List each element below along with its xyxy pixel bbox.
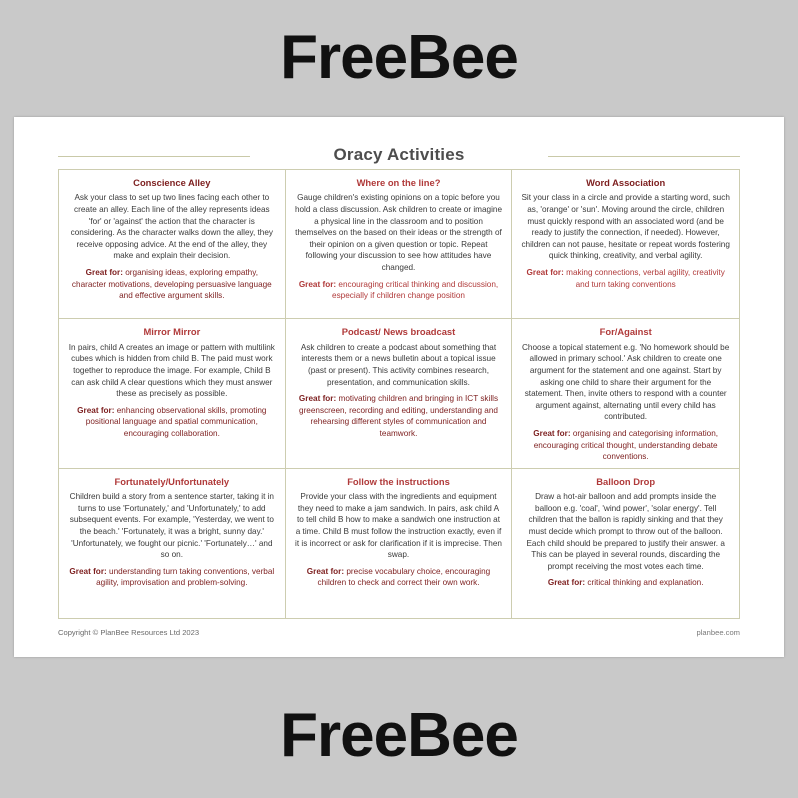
activity-cell (286, 170, 513, 319)
great-for-text: organising and categorising information, encouraging critical thought, understanding debate conventions. (533, 429, 719, 462)
worksheet-content (58, 145, 740, 627)
watermark-bottom: FreeBee (280, 701, 518, 770)
activity-cell (59, 170, 286, 319)
great-for-text: organising ideas, exploring empathy, character motivations, developing persuasive language and effective argument skills. (71, 268, 272, 301)
activity-body (295, 342, 503, 440)
activity-great-for (295, 279, 503, 302)
activity-body (521, 342, 730, 463)
activity-cell (512, 319, 739, 468)
title-rule-right (548, 156, 740, 157)
activity-body (295, 192, 503, 302)
activity-cell (59, 319, 286, 468)
great-for-label: Great for: (533, 429, 571, 439)
page-title: Oracy Activities (333, 145, 465, 164)
copyright-text: Copyright © PlanBee Resources Ltd 2023 (58, 628, 200, 637)
activity-description: Sit your class in a circle and provide a starting word, such as, 'orange' or 'sun'. Moving around the circle, children must quickly respond with an associated word (and be ready to justify the connection, if needed). However, children can not pause, hesitate or repeat words fostering quick thinking, creativity, and verbal agility. (521, 193, 730, 261)
great-for-text: precise vocabulary choice, encouraging children to check and correct their own work. (317, 566, 491, 588)
great-for-label: Great for: (77, 405, 115, 415)
activities-grid (58, 169, 740, 619)
great-for-label: Great for: (69, 566, 107, 576)
activity-description: Gauge children's existing opinions on a topic before you hold a class discussion. Ask children to create or imagine a physical line in the classroom and to position themselves on the based on their ideas or the strength of their opinion on a given question or topic. Repeat following your discussion to see how attitudes have changed. (294, 193, 503, 273)
activity-title: Podcast/ News broadcast (341, 326, 456, 338)
title-row (58, 145, 740, 169)
activity-body (68, 192, 276, 302)
activity-title: Conscience Alley (133, 177, 211, 188)
activity-cell (512, 469, 739, 618)
activity-body (521, 192, 730, 290)
activity-great-for (295, 566, 503, 589)
great-for-text: encouraging critical thinking and discussion, especially if children change position (332, 279, 499, 301)
great-for-text: making connections, verbal agility, creativity and turn taking conventions (563, 268, 725, 289)
activity-cell (59, 469, 286, 618)
great-for-label: Great for: (306, 566, 345, 576)
activity-cell (286, 319, 513, 468)
activity-description: Ask children to create a podcast about something that interests them or a news bulletin about a topical issue (past or present). This activity combines research, presentation, and communication skills. (300, 342, 497, 387)
title-rule-left (58, 156, 250, 157)
activity-body (295, 491, 503, 589)
activity-cell (512, 170, 739, 319)
activity-body (521, 491, 730, 589)
activity-title: Where on the line? (356, 177, 441, 188)
activity-great-for (521, 267, 730, 290)
great-for-label: Great for: (298, 279, 337, 289)
activity-title: Fortunately/Unfortunately (114, 475, 230, 487)
footer (58, 628, 740, 637)
activity-great-for (295, 393, 503, 440)
great-for-text: critical thinking and explanation. (585, 578, 704, 588)
watermark-top: FreeBee (280, 23, 518, 92)
activity-title: Follow the instructions (347, 475, 450, 487)
great-for-label: Great for: (85, 268, 123, 278)
great-for-label: Great for: (547, 578, 586, 588)
activity-description: Children build a story from a sentence starter, taking it in turns to use 'Fortunately,' and 'Unfortunately,' to add subsequent events. For example, 'Yesterday, we went to the beach.' 'Fortunately, it was a bright, sunny day.' 'Unfortunately, we fought our picnic.' 'Fortunately…' and so on. (69, 491, 274, 560)
great-for-text: motivating children and bringing in ICT skills greenscreen, recording and editing, understanding and rehearsing different styles of communication and teamwork. (299, 394, 499, 439)
activity-great-for (68, 267, 276, 302)
activity-title: Mirror Mirror (143, 326, 201, 338)
activity-description: Draw a hot-air balloon and add prompts inside the balloon e.g. 'coal', 'wind power', 'solar energy'. Tell children that the ballon is rapidly sinking and that they must decide which prompt to throw out of the balloon. Each child should be prepared to justify their answer. a This can be played in several rounds, discarding the prompt receiving the most votes each time. (526, 491, 725, 571)
activity-body (68, 342, 276, 440)
activity-great-for (68, 566, 276, 589)
great-for-label: Great for: (298, 394, 337, 404)
activity-description: Choose a topical statement e.g. 'No homework should be allowed in primary school.' Ask children to create one argument for the statement and one against. Start by asking one child to share their argument for the statement. Then, invite others to respond with a counter argument against, alternating until every child has contributed. (522, 342, 730, 422)
great-for-text: understanding turn taking conventions, verbal agility, improvisation and problem-solving. (96, 566, 275, 588)
activity-title: For/Against (599, 326, 652, 338)
activity-great-for (68, 405, 276, 440)
activity-title: Word Association (586, 177, 666, 188)
great-for-label: Great for: (526, 268, 564, 278)
activity-description: Provide your class with the ingredients and equipment they need to make a jam sandwich. In pairs, ask child A to tell child B how to make a sandwich one instruction at a time. Child B must follow the instruction exactly, even if it is incorrect or ask for clarification if it is imprecise. Then swap. (295, 491, 502, 560)
great-for-text: enhancing observational skills, promoting positional language and spatial communication, encouraging collaboration. (85, 405, 267, 439)
activity-title: Balloon Drop (596, 475, 656, 487)
brand-url: planbee.com (696, 628, 740, 637)
activity-great-for (521, 428, 730, 463)
activity-description: In pairs, child A creates an image or pattern with multilink cubes which is hidden from child B. The paid must work together to reproduce the image. For example, Child B can ask child A clear questions which they must answer these as precisely as possible. (68, 342, 275, 399)
activity-body (68, 491, 276, 589)
activity-great-for (521, 577, 730, 589)
activity-cell (286, 469, 513, 618)
activity-description: Ask your class to set up two lines facing each other to create an alley. Each line of the alley represents ideas 'for' or 'against' the action that the character is considering. As the character walks down the alley, they receive opposing advice. At the end of the alley, they make and explain their decision. (70, 193, 274, 261)
worksheet-sheet (14, 117, 784, 657)
